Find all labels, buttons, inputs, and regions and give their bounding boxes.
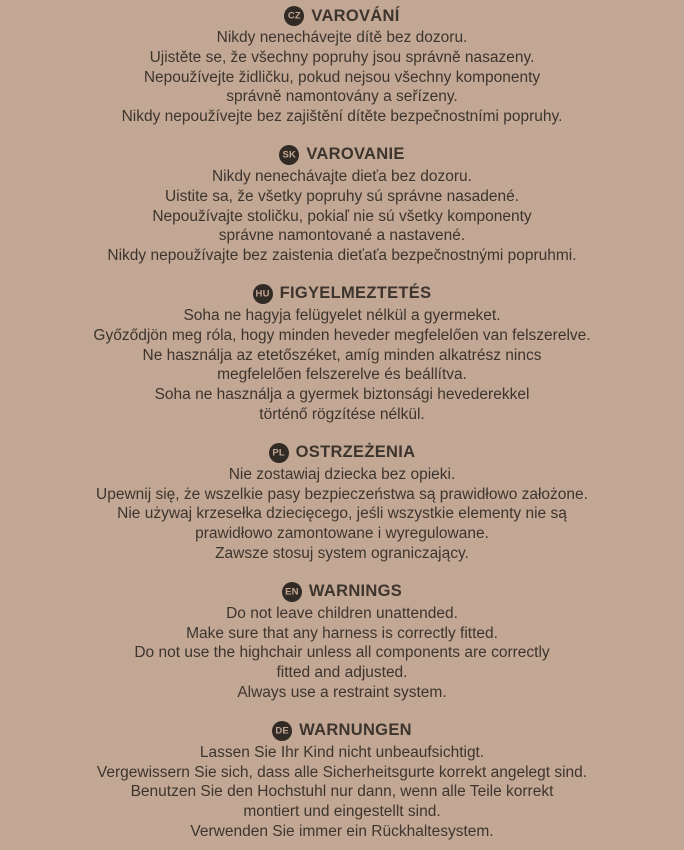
warning-section-cz [0, 4, 684, 127]
section-header [0, 580, 684, 604]
warning-lines [0, 465, 684, 564]
warning-line: Nikdy nenechávajte dieťa bez dozoru. [211, 167, 472, 185]
section-header [0, 282, 684, 306]
warning-line: Vergewissern Sie sich, dass alle Sicherheitsgurte korrekt angelegt sind. [96, 763, 588, 781]
warning-line: prawidłowo zamontowane i wyregulowane. [195, 525, 489, 543]
language-badge-hu-icon [253, 284, 273, 304]
warning-lines [0, 167, 684, 266]
language-badge-label: SK [282, 149, 297, 161]
warning-line: Soha ne hagyja felügyelet nélkül a gyermeket. [183, 306, 501, 324]
warning-line: Nie używaj krzesełka dziecięcego, jeśli wszystkie elementy nie są [117, 505, 567, 523]
warning-line: Make sure that any harness is correctly fitted. [186, 624, 498, 642]
warning-line: Nikdy nepoužívejte bez zajištění dítěte bezpečnostními popruhy. [121, 108, 563, 126]
language-badge-pl-icon [269, 443, 289, 463]
section-header [0, 719, 684, 743]
warning-lines [0, 743, 684, 842]
section-title: WARNINGS [308, 582, 403, 601]
warning-lines [0, 306, 684, 425]
warning-line: Ujistěte se, že všechny popruhy jsou správně nasazeny. [149, 48, 535, 66]
warning-line: fitted and adjusted. [276, 664, 408, 682]
language-badge-de-icon [272, 721, 292, 741]
warning-section-de [0, 719, 684, 842]
warning-lines [0, 28, 684, 127]
warning-line: Nie zostawiaj dziecka bez opieki. [228, 465, 456, 483]
section-header [0, 143, 684, 167]
warning-line: megfelelően felszerelve és beállítva. [217, 366, 467, 384]
language-badge-label: CZ [287, 10, 301, 22]
warning-line: správne namontované a nastavené. [218, 227, 466, 245]
section-title: FIGYELMEZTETÉS [279, 284, 432, 303]
language-badge-label: HU [255, 288, 270, 300]
warning-line: történő rögzítése nélkül. [259, 405, 425, 423]
warning-line: Nikdy nepoužívajte bez zaistenia dieťaťa bezpečnostnými popruhmi. [107, 247, 577, 265]
warning-line: Lassen Sie Ihr Kind nicht unbeaufsichtigt. [199, 743, 485, 761]
warning-line: Nepoužívajte stoličku, pokiaľ nie sú všetky komponenty [152, 207, 532, 225]
warning-sections-list [0, 4, 684, 842]
warning-line: Uistite sa, že všetky popruhy sú správne nasadené. [164, 187, 520, 205]
language-badge-cz-icon [284, 6, 304, 26]
warning-line: správně namontovány a seřízeny. [226, 88, 458, 106]
section-title: WARNUNGEN [299, 721, 412, 740]
warning-line: Ne használja az etetőszéket, amíg minden alkatrész nincs [142, 346, 542, 364]
warning-line: Benutzen Sie den Hochstuhl nur dann, wenn alle Teile korrekt [130, 783, 554, 801]
warning-line: Soha ne használja a gyermek biztonsági hevederekkel [154, 386, 530, 404]
warning-line: Do not leave children unattended. [226, 604, 458, 622]
section-header [0, 4, 684, 28]
warning-line: Do not use the highchair unless all components are correctly [134, 644, 550, 662]
language-badge-sk-icon [279, 145, 299, 165]
warning-line: Always use a restraint system. [237, 683, 447, 701]
warning-section-en [0, 580, 684, 703]
warning-lines [0, 604, 684, 703]
warning-line: Nepoužívejte židličku, pokud nejsou všechny komponenty [143, 68, 541, 86]
language-badge-label: DE [275, 725, 289, 737]
section-header [0, 441, 684, 465]
warning-line: Nikdy nenechávejte dítě bez dozoru. [216, 29, 468, 46]
warning-line: Zawsze stosuj system ograniczający. [215, 544, 469, 562]
language-badge-label: PL [272, 447, 285, 459]
language-badge-en-icon [282, 582, 302, 602]
language-badge-label: EN [285, 586, 299, 598]
warning-section-sk [0, 143, 684, 266]
warning-line: montiert und eingestellt sind. [243, 803, 441, 821]
warning-line: Upewnij się, że wszelkie pasy bezpieczeństwa są prawidłowo założone. [96, 485, 588, 503]
section-title: VAROVANIE [306, 145, 405, 164]
section-title: VAROVÁNÍ [311, 6, 400, 25]
section-title: OSTRZEŻENIA [295, 443, 416, 462]
warning-section-hu [0, 282, 684, 425]
warning-line: Győződjön meg róla, hogy minden heveder megfelelően van felszerelve. [93, 326, 591, 344]
warning-line: Verwenden Sie immer ein Rückhaltesystem. [190, 822, 494, 840]
warning-section-pl [0, 441, 684, 564]
